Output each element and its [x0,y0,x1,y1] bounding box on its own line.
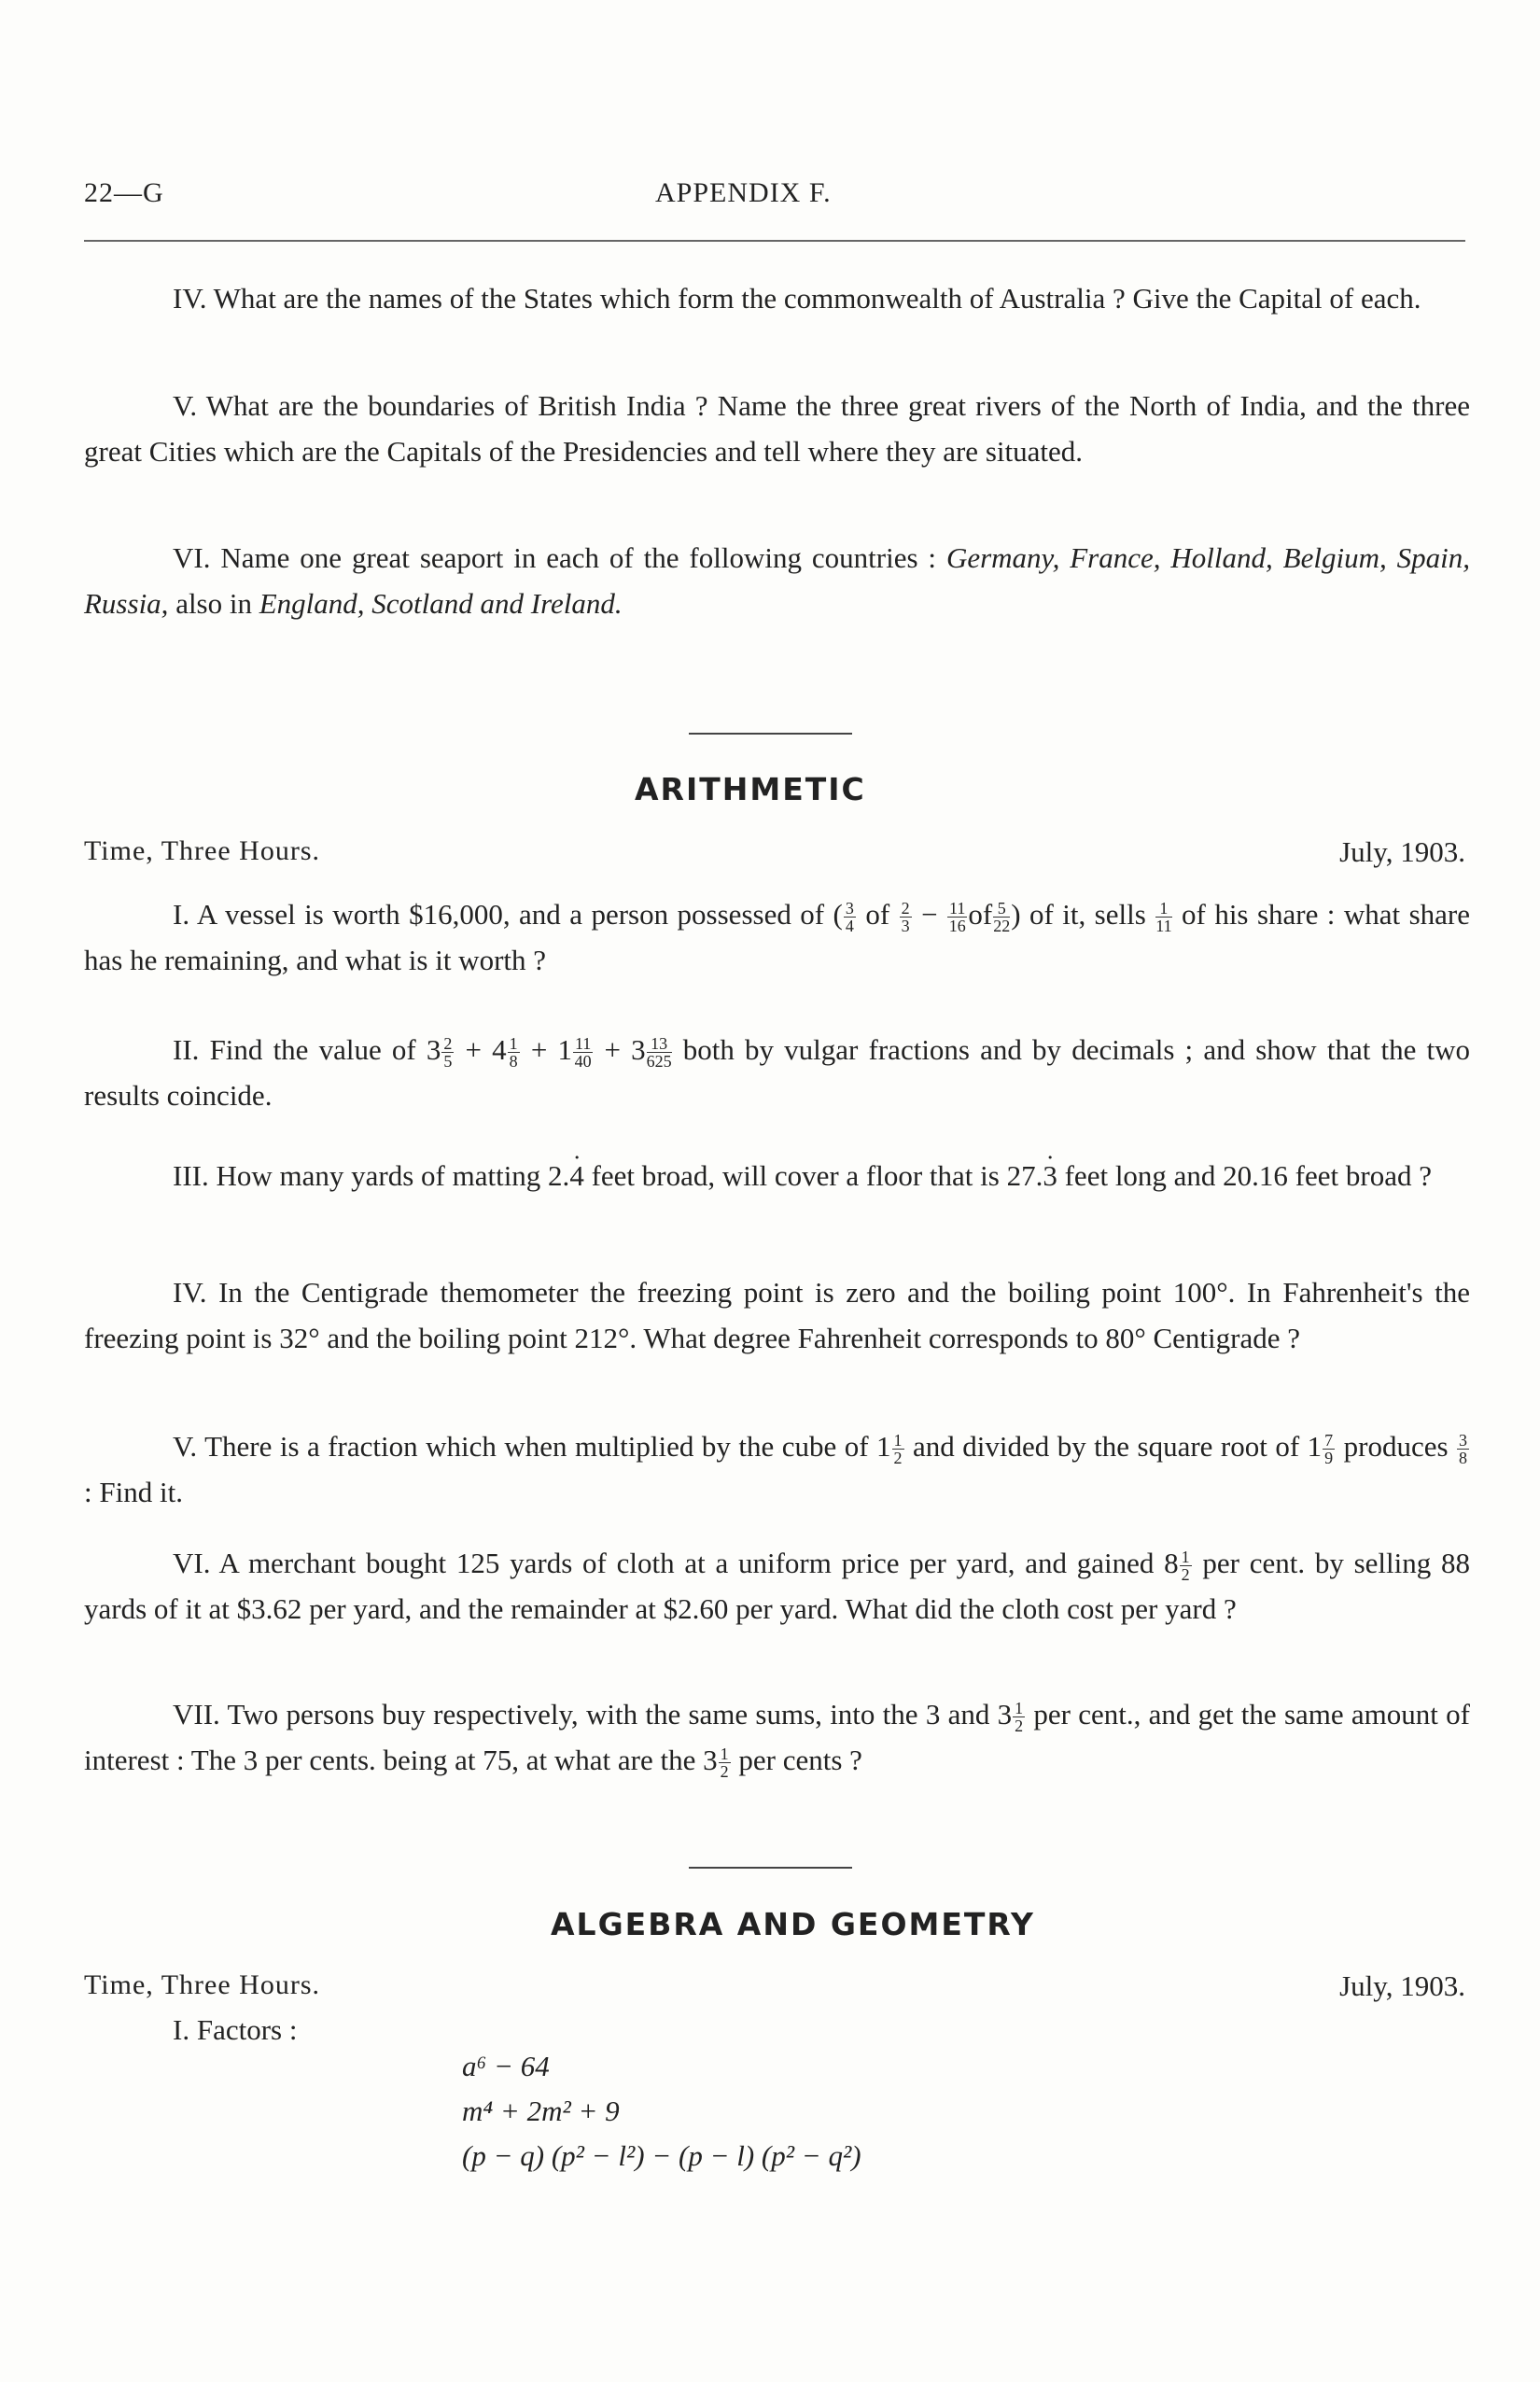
fraction: $\frac{11}{16}$ [948,899,966,936]
arithmetic-date: July, 1903. [1339,835,1465,868]
geography-question-4: IV. What are the names of the States which form the commonwealth of Australia ? Give the Capital of each. [173,282,1421,315]
arithmetic-question-1: I. A vessel is worth $16,000, and a person possessed of ( $\frac{3}{4}$ of $\frac{2}{3}$ − $\frac{11}{16}$ of $\frac{5}{22}$ ) of it, sells $\frac{1}{11}$ of his share : what share has he remaining, and what is it worth ? [84,898,1470,976]
arithmetic-question-2: II. Find the value of 3 $\frac{2}{5}$ + 4 $\frac{1}{8}$ + 1 $\frac{11}{40}$ + 3 $\frac{13}{625}$ both by vulgar fractions and by decimals ; and show that the two results coincide. [84,1033,1471,1112]
factor-expression: m⁴ + 2m² + 9 [462,2095,620,2127]
factor-expressions [462,2044,861,2179]
algebra-time: Time, Three Hours. [84,1969,320,2000]
arithmetic-question-7: VII. Two persons buy respectively, with the same sums, into the 3 and 3 $\frac{1}{2}$ per cent., and get the same amount of interest : The 3 per cents. being at 75, at what are the 3 $\frac{1}{2}$ per cents ? [84,1698,1470,1782]
algebra-question-1: I. Factors : [173,2013,298,2046]
arithmetic-title: ARITHMETIC [635,771,866,807]
arithmetic-time: Time, Three Hours. [84,835,320,866]
page-number: 22—G [84,177,164,208]
geography-question-5: V. What are the boundaries of British India ? Name the three great rivers of the North of India, and the three great Cities which are the Capitals of the Presidencies and tell where they are situated. [84,389,1470,468]
fraction: $\frac{2}{3}$ [901,899,910,936]
algebra-date: July, 1903. [1339,1969,1465,2002]
fraction: $\frac{5}{22}$ [993,899,1011,936]
arithmetic-question-4: IV. In the Centigrade themometer the freezing point is zero and the boiling point 100°. In Fahrenheit's the freezing point is 32° and the boiling point 212°. What degree Fahrenheit corresponds to 80° Centigrade ? [84,1276,1471,1354]
arithmetic-question-5: V. There is a fraction which when multiplied by the cube of 1 $\frac{1}{2}$ and divided by the square root of 1 $\frac{7}{9}$ produces $\frac{3}{8}$ : Find it. [84,1430,1468,1508]
page-title: APPENDIX F. [655,177,832,208]
factor-expression: (p − q) (p² − l²) − (p − l) (p² − q²) [462,2139,861,2172]
page-header [84,177,1465,215]
recurring-digit: 3 ˙ [1043,1159,1057,1192]
mixed-number-sum: 3 $\frac{2}{5}$ + 4 $\frac{1}{8}$ + 1 $\frac{11}{40}$ + 3 $\frac{13}{625}$ [426,1033,672,1072]
recurring-digit: 4 ˙ [569,1159,584,1192]
geography-question-6: VI. Name one great seaport in each of the following countries : Germany, France, Holland, Belgium, Spain, Russia, also in England, Scotland and Ireland. [84,541,1470,620]
header-rule [84,240,1465,242]
fraction: $\frac{1}{11}$ [1155,899,1172,936]
arithmetic-question-6: VI. A merchant bought 125 yards of cloth at a uniform price per yard, and gained 8 $\frac{1}{2}$ per cent. by selling 88 yards of it at $3.62 per yard, and the remainder at $2.60 per yard. What did the cloth cost per yard ? [84,1547,1470,1625]
arithmetic-question-3: III. How many yards of matting 2.4 ˙ feet broad, will cover a floor that is 27.3 ˙ feet long and 20.16 feet broad ? [84,1153,1470,1198]
factor-expression: a⁶ − 64 [462,2050,550,2082]
fraction: $\frac{3}{4}$ [845,899,854,936]
section-divider [689,1867,852,1869]
algebra-title: ALGEBRA AND GEOMETRY [551,1906,1035,1942]
section-divider [689,733,852,735]
